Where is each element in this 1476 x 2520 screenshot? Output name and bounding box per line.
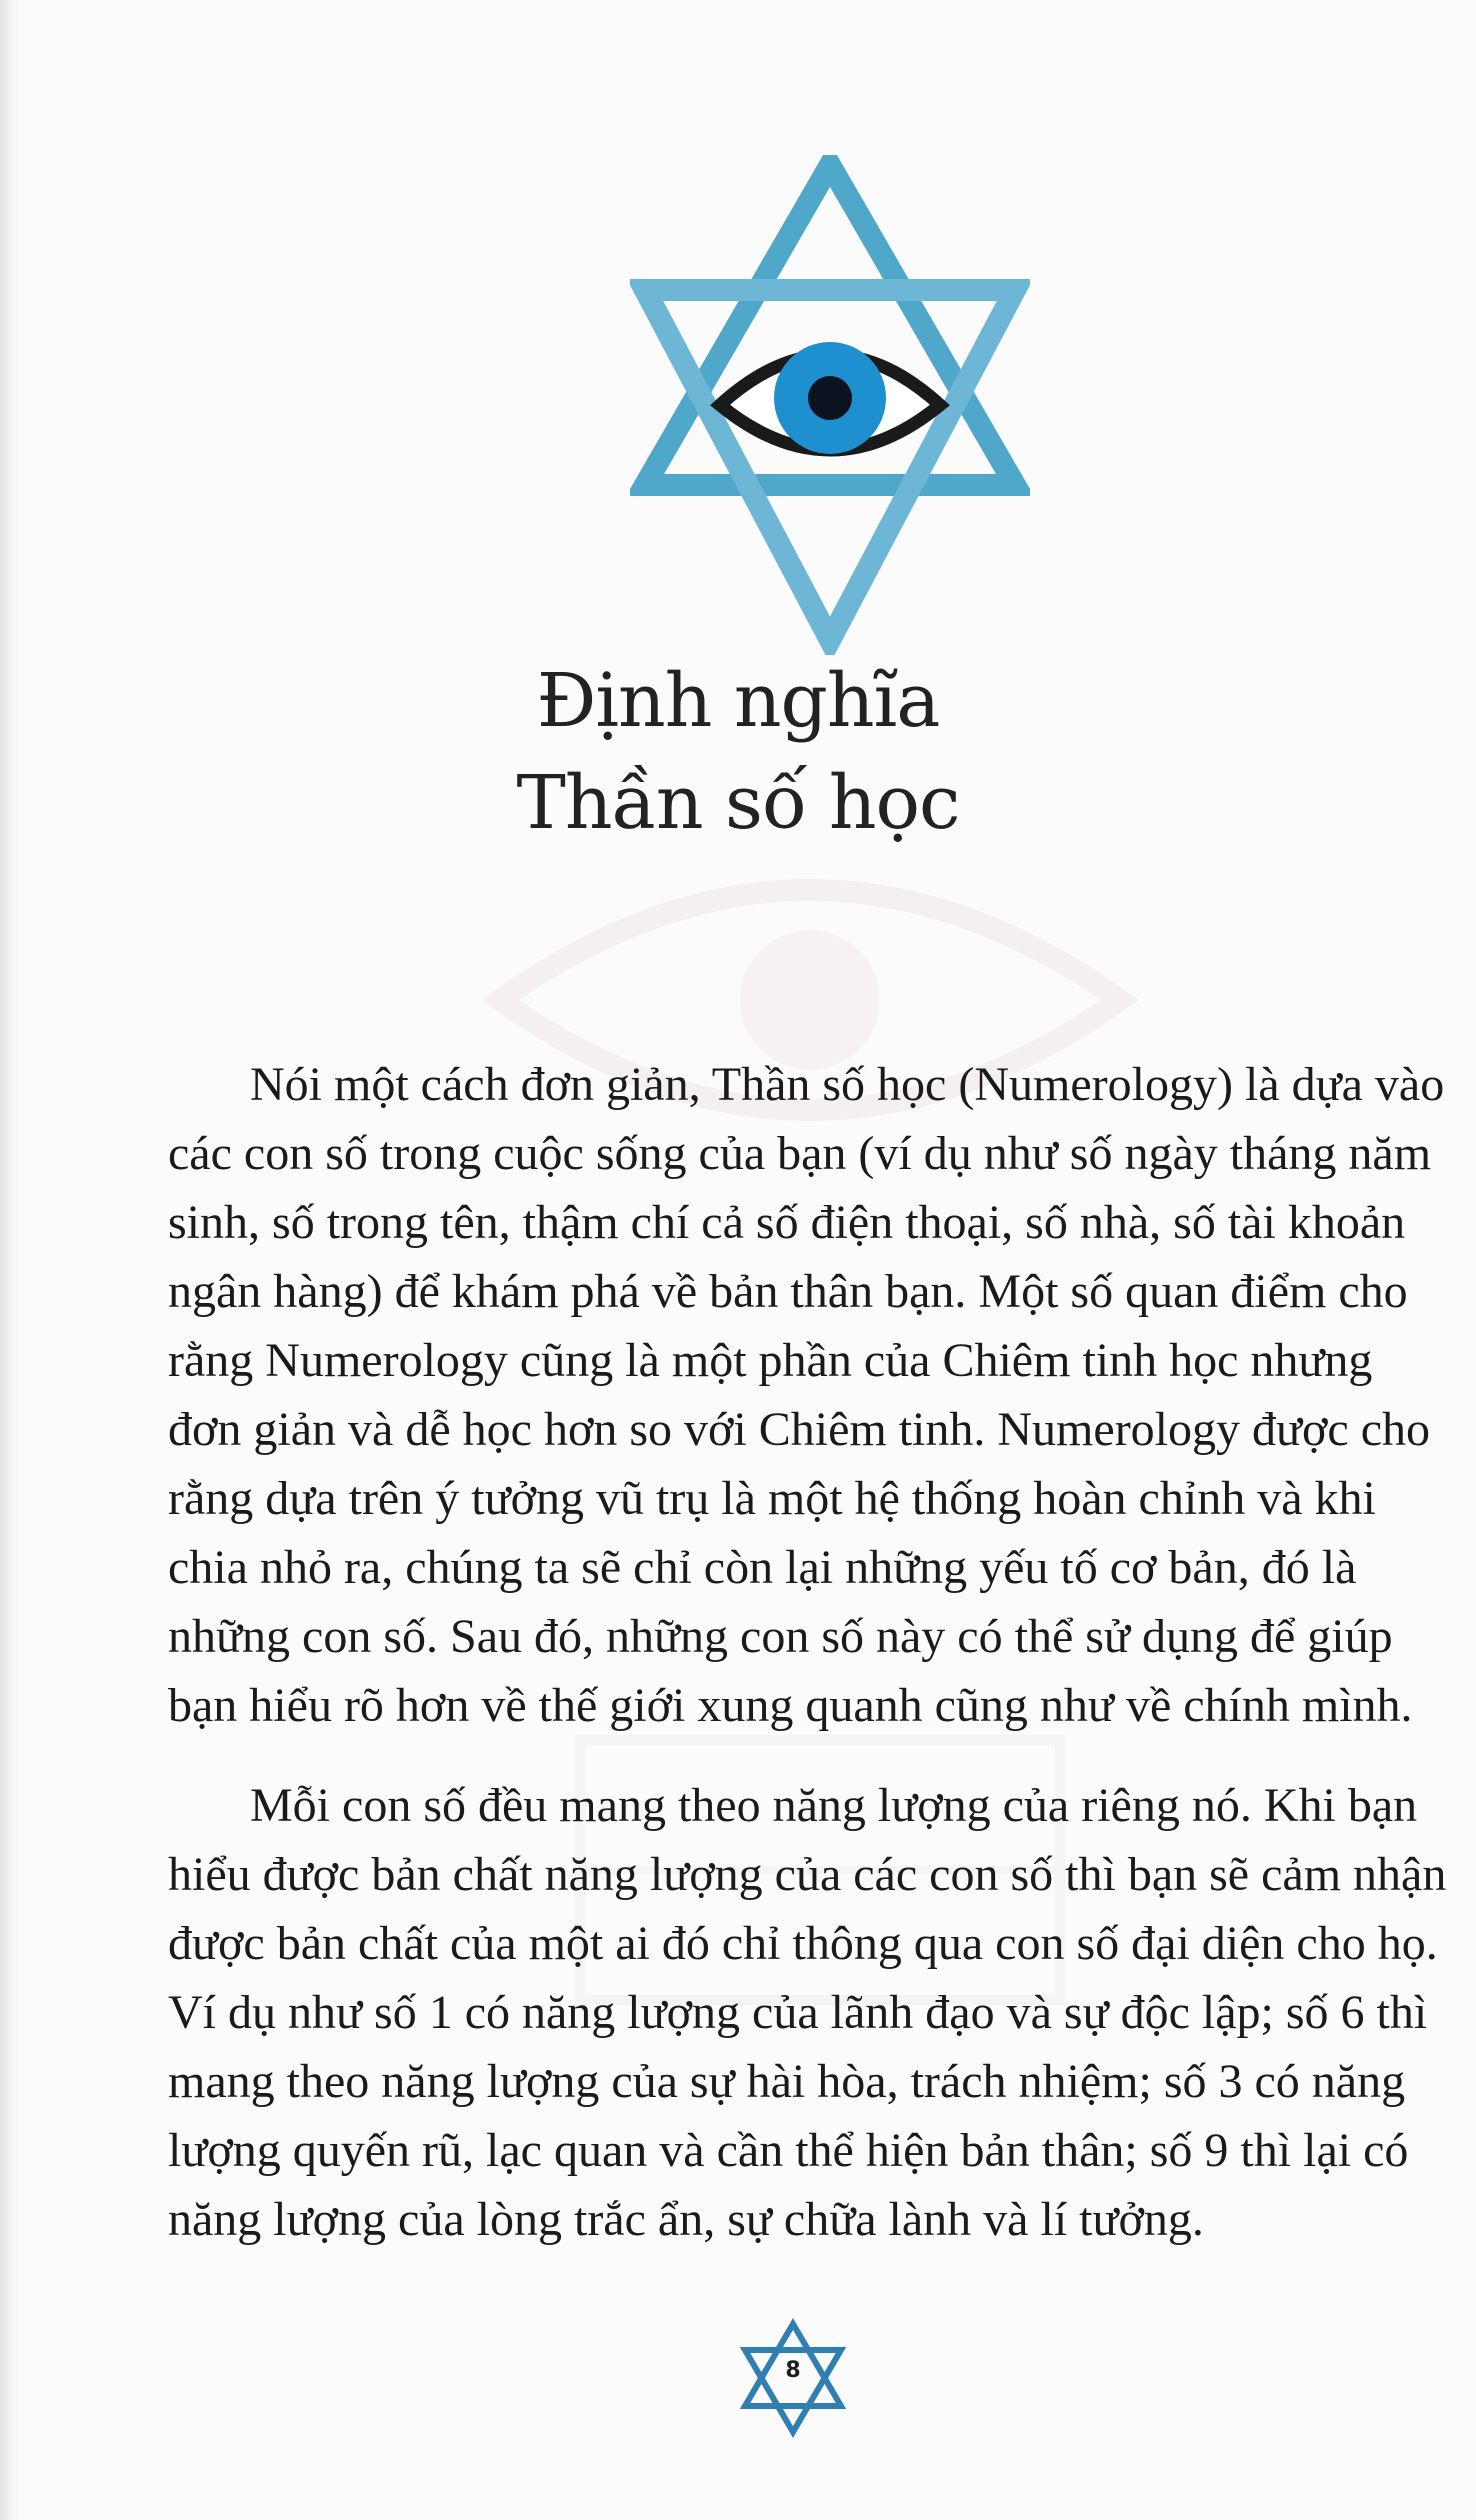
text-line: rằng Numerology cũng là một phần của Chiêm tinh học nhưng: [168, 1334, 1373, 1387]
text-line: rằng dựa trên ý tưởng vũ trụ là một hệ thống hoàn chỉnh và khi: [168, 1472, 1376, 1525]
text-line: chia nhỏ ra, chúng ta sẽ chỉ còn lại những yếu tố cơ bản, đó là: [168, 1541, 1357, 1594]
page-number-badge: [738, 2318, 848, 2438]
page-number: 8: [785, 2358, 801, 2383]
page-title: [0, 650, 1476, 854]
page-edge-shadow: [0, 0, 18, 2520]
text-line: Nói một cách đơn giản, Thần số học (Numerology) là dựa vào: [250, 1058, 1445, 1111]
text-line: năng lượng của lòng trắc ẩn, sự chữa lành và lí tưởng.: [168, 2193, 1204, 2246]
text-line: Mỗi con số đều mang theo năng lượng của riêng nó. Khi bạn: [250, 1779, 1418, 1832]
text-line: bạn hiểu rõ hơn về thế giới xung quanh cũng như về chính mình.: [168, 1679, 1413, 1732]
title-line-1: Định nghĩa: [536, 658, 940, 744]
body-text: [168, 1050, 1447, 2254]
text-line: sinh, số trong tên, thậm chí cả số điện thoại, số nhà, số tài khoản: [168, 1196, 1406, 1249]
paragraph-2: [168, 1771, 1447, 2254]
text-line: được bản chất của một ai đó chỉ thông qua con số đại diện cho họ.: [168, 1917, 1438, 1970]
star-of-david-eye-icon: [630, 155, 1030, 655]
text-line: ngân hàng) để khám phá về bản thân bạn. Một số quan điểm cho: [168, 1265, 1408, 1318]
text-line: lượng quyến rũ, lạc quan và cần thể hiện bản thân; số 9 thì lại có: [168, 2124, 1409, 2177]
text-line: những con số. Sau đó, những con số này có thể sử dụng để giúp: [168, 1610, 1393, 1663]
paragraph-1: [168, 1050, 1445, 1740]
text-line: Ví dụ như số 1 có năng lượng của lãnh đạo và sự độc lập; số 6 thì: [168, 1986, 1428, 2039]
text-line: đơn giản và dễ học hơn so với Chiêm tinh. Numerology được cho: [168, 1403, 1431, 1456]
title-line-2: Thần số học: [516, 760, 960, 846]
text-line: hiểu được bản chất năng lượng của các con số thì bạn sẽ cảm nhận: [168, 1848, 1447, 1901]
text-line: các con số trong cuộc sống của bạn (ví dụ như số ngày tháng năm: [168, 1127, 1432, 1180]
text-line: mang theo năng lượng của sự hài hòa, trách nhiệm; số 3 có năng: [168, 2055, 1406, 2108]
